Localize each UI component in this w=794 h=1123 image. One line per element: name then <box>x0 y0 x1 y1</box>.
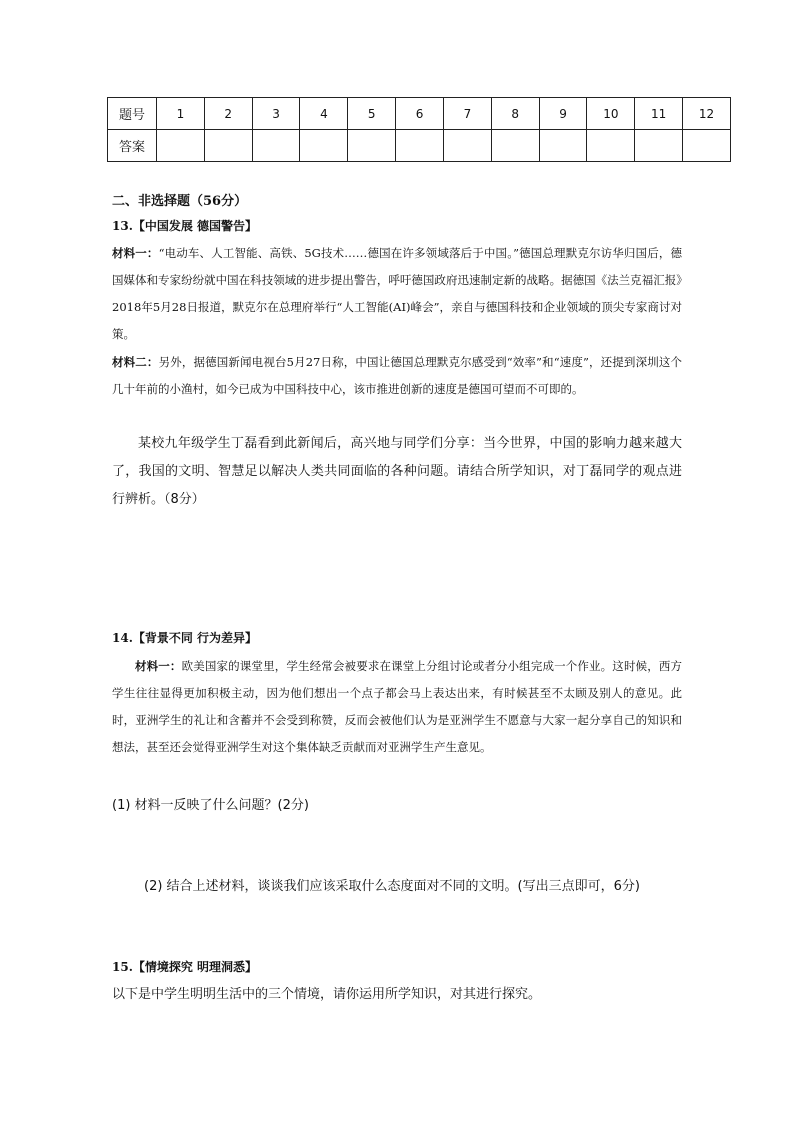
question-number-cell: 4 <box>300 98 348 130</box>
answer-cell[interactable] <box>252 130 300 162</box>
q14-title: 14.【背景不同 行为差异】 <box>112 631 258 645</box>
q14-sub-question-2: (2) 结合上述材料，谈谈我们应该采取什么态度面对不同的文明。(写出三点即可，6分) <box>144 879 640 894</box>
q13-material-2-text: 另外，据德国新闻电视台5月27日称，中国让德国总理默克尔感受到“效率”和“速度”，还提到深圳这个几十年前的小渔村，如今已成为中国科技中心，该市推进创新的速度是德国可望而不可即的。 <box>112 355 682 396</box>
answer-cell[interactable] <box>443 130 491 162</box>
answer-table <box>107 97 731 162</box>
q14-material-1-label: 材料一： <box>135 659 182 673</box>
answer-cell[interactable] <box>157 130 205 162</box>
q13-material-1-label: 材料一： <box>112 246 159 260</box>
q14-material-1-text: 欧美国家的课堂里，学生经常会被要求在课堂上分组讨论或者分小组完成一个作业。这时候，西方学生往往显得更加积极主动，因为他们想出一个点子都会马上表达出来，有时候甚至不太顾及别人的意见。此时，亚洲学生的礼让和含蓄并不会受到称赞，反而会被他们认为是亚洲学生不愿意与大家一起分享自己的知识和想法，甚至还会觉得亚洲学生对这个集体缺乏贡献而对亚洲学生产生意见。 <box>112 659 683 754</box>
row-label-answer: 答案 <box>108 130 157 162</box>
answer-cell[interactable] <box>204 130 252 162</box>
question-number-cell: 11 <box>635 98 683 130</box>
answer-cell[interactable] <box>300 130 348 162</box>
q13-title: 13.【中国发展 德国警告】 <box>112 219 258 233</box>
answer-cell[interactable] <box>539 130 587 162</box>
question-number-cell: 9 <box>539 98 587 130</box>
question-number-cell: 2 <box>204 98 252 130</box>
q13-question: 某校九年级学生丁磊看到此新闻后，高兴地与同学们分享：当今世界，中国的影响力越来越大了，我国的文明、智慧足以解决人类共同面临的各种问题。请结合所学知识，对丁磊同学的观点进行辨析。（8分） <box>112 436 682 507</box>
answer-cell[interactable] <box>491 130 539 162</box>
row-label-number: 题号 <box>108 98 157 130</box>
q15-intro: 以下是中学生明明生活中的三个情境，请你运用所学知识，对其进行探究。 <box>112 987 542 1002</box>
q13-material-2 <box>112 349 682 403</box>
answer-cell[interactable] <box>396 130 444 162</box>
answer-table-number-row <box>108 98 731 130</box>
question-number-cell: 5 <box>348 98 396 130</box>
q14-sub-question-1: (1) 材料一反映了什么问题？(2分) <box>112 798 309 813</box>
question-number-cell: 10 <box>587 98 635 130</box>
question-number-cell: 3 <box>252 98 300 130</box>
section-title: 二、非选择题（56分） <box>112 194 248 209</box>
question-number-cell: 7 <box>443 98 491 130</box>
question-number-cell: 8 <box>491 98 539 130</box>
question-number-cell: 12 <box>683 98 731 130</box>
q13-material-2-label: 材料二： <box>112 355 159 369</box>
answer-cell[interactable] <box>683 130 731 162</box>
answer-cell[interactable] <box>587 130 635 162</box>
q13-material-1-text: “电动车、人工智能、高铁、5G技术……德国在许多领域落后于中国。”德国总理默克尔访华归国后，德国媒体和专家纷纷就中国在科技领域的进步提出警告，呼吁德国政府迅速制定新的战略。据德国《法兰克福汇报》2018年5月28日报道，默克尔在总理府举行“人工智能(AI)峰会”，亲自与德国科技和企业领域的顶尖专家商讨对策。 <box>112 246 683 341</box>
question-number-cell: 6 <box>396 98 444 130</box>
q13-material-1 <box>112 240 682 348</box>
question-number-cell: 1 <box>157 98 205 130</box>
q14-material-1 <box>112 653 682 761</box>
answer-cell[interactable] <box>348 130 396 162</box>
answer-cell[interactable] <box>635 130 683 162</box>
q15-title: 15.【情境探究 明理洞悉】 <box>112 960 258 974</box>
answer-table-answer-row <box>108 130 731 162</box>
